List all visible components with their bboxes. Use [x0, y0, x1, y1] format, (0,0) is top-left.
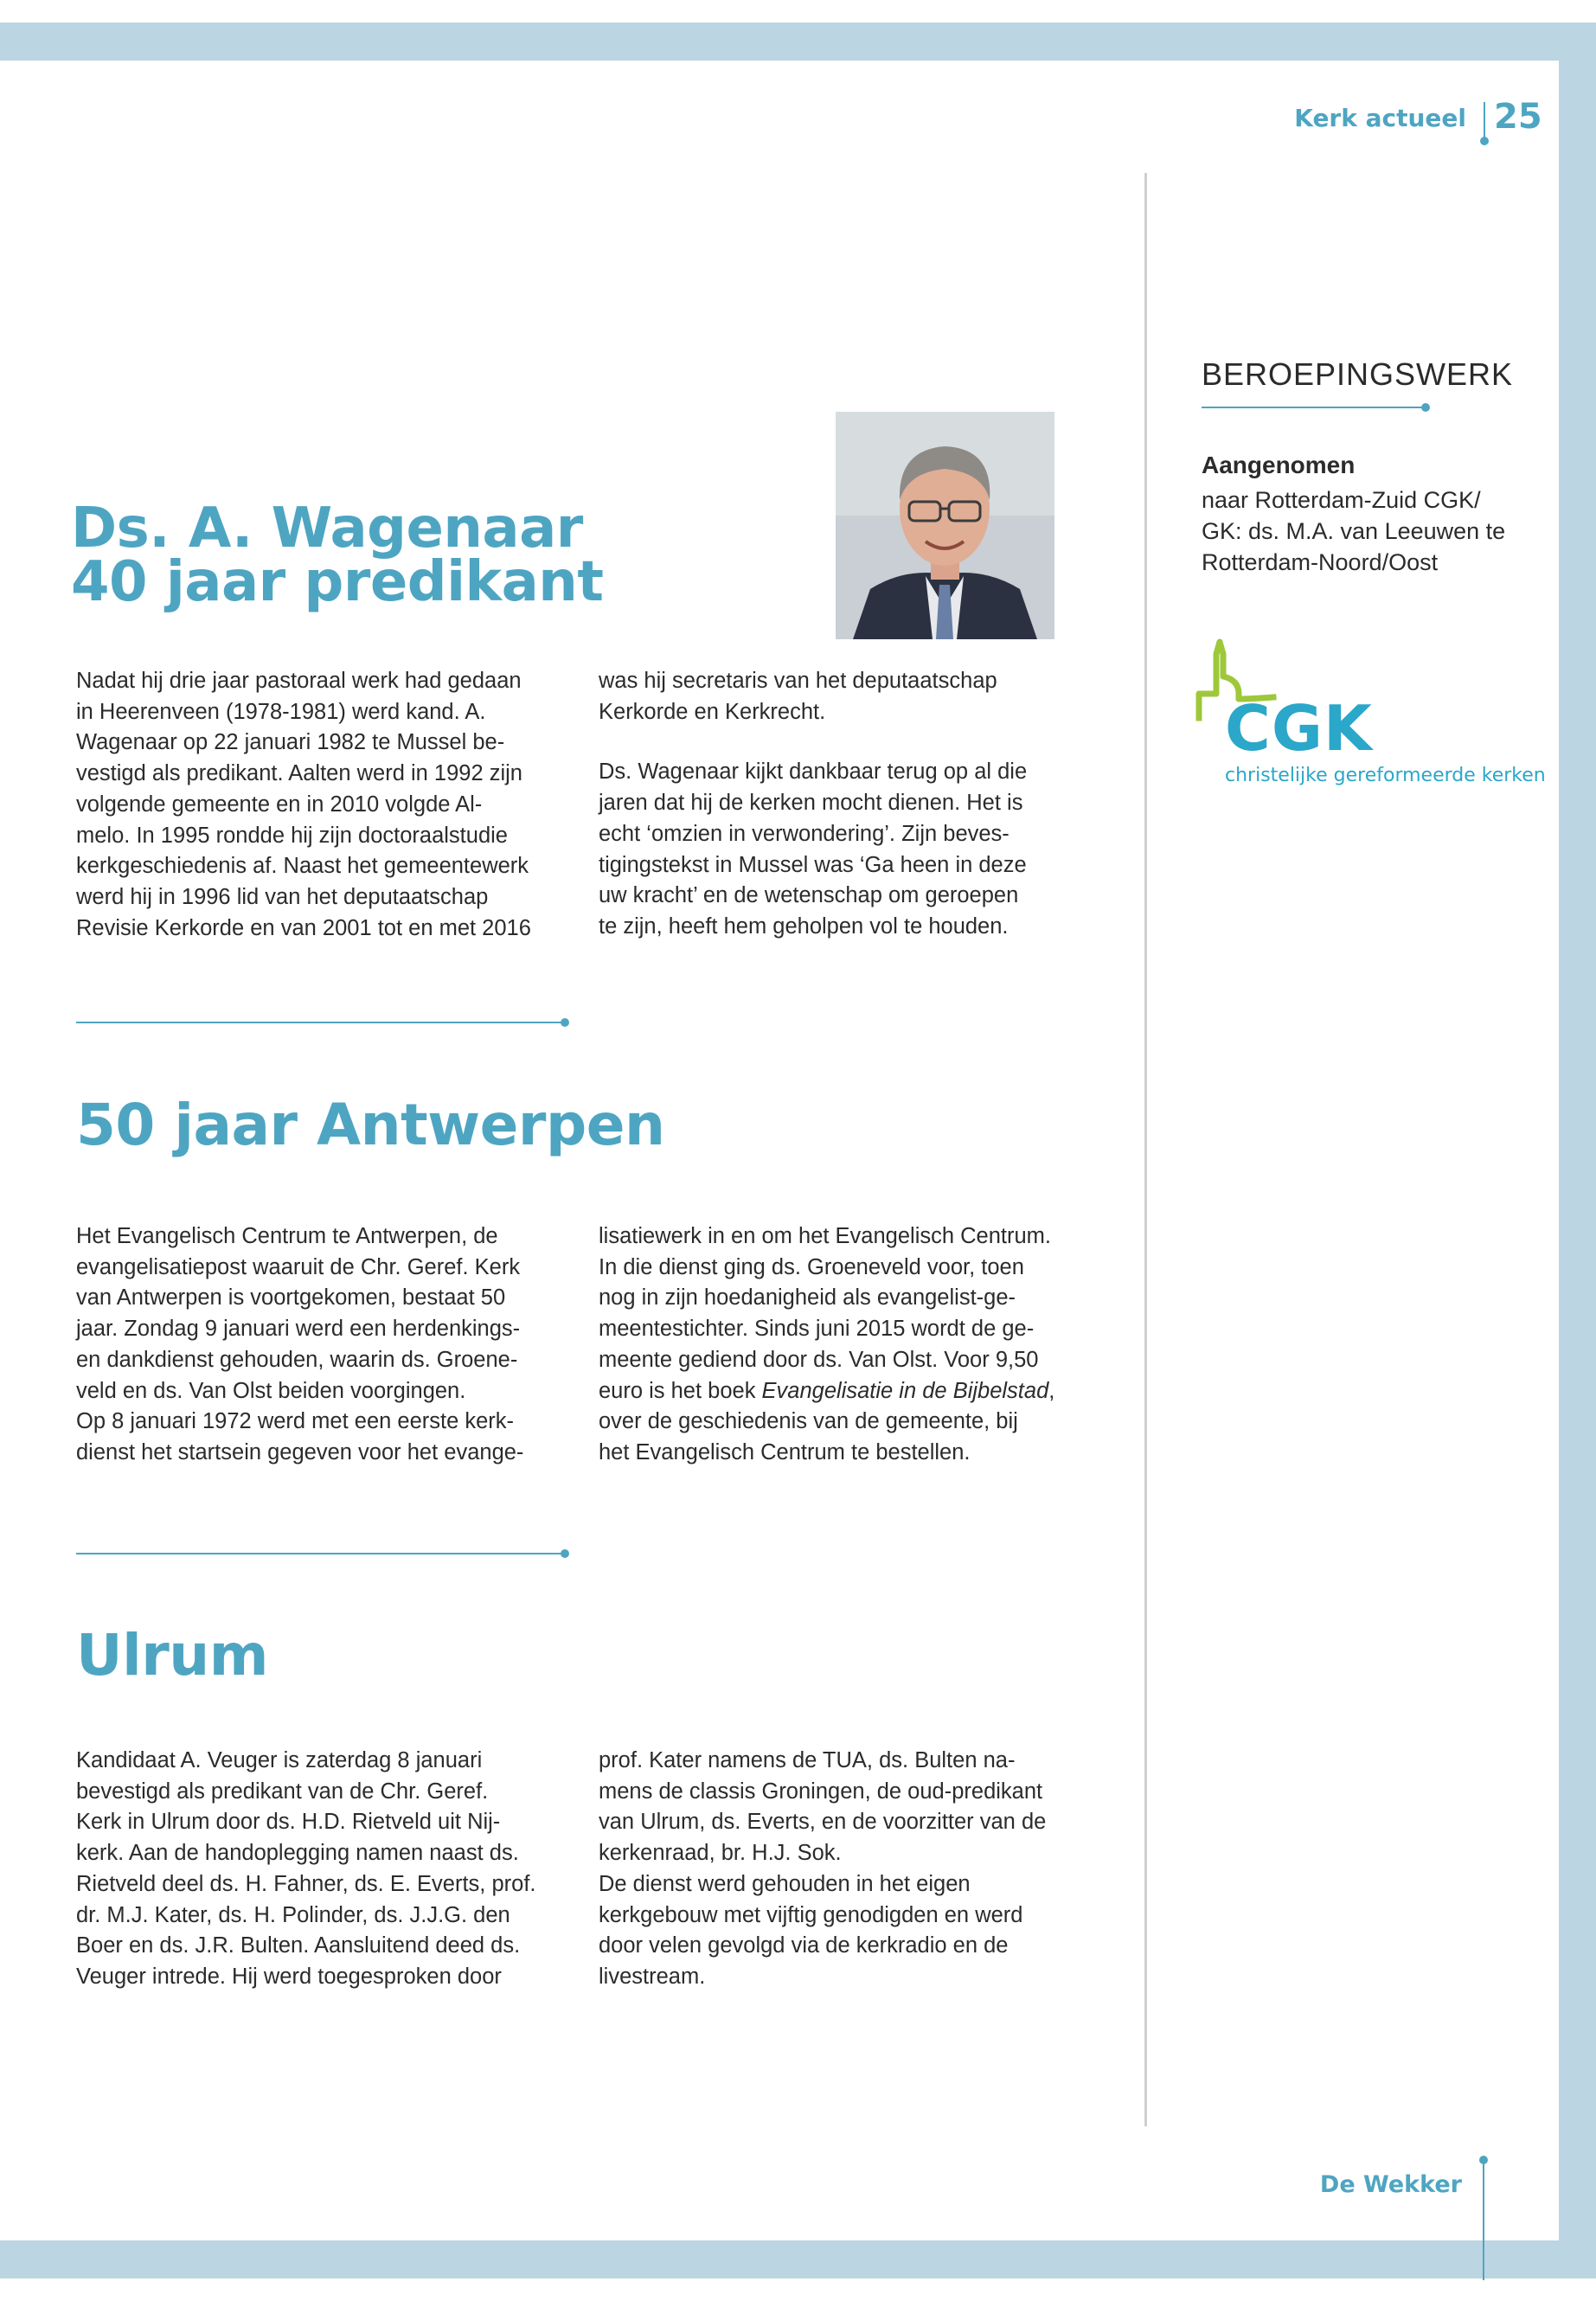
- text-line: kerk. Aan de handoplegging namen naast ds.: [76, 1841, 519, 1866]
- cgk-logo: [1194, 638, 1546, 794]
- text-line: [599, 1376, 1054, 1407]
- text-line: Wagenaar op 22 januari 1982 te Mussel be-: [76, 730, 505, 755]
- paragraph-gap: [599, 727, 1027, 757]
- text-line: vestigd als predikant. Aalten werd in 1992 zijn: [76, 761, 522, 786]
- text-line: kerkenraad, br. H.J. Sok.: [599, 1841, 842, 1866]
- text-line: van Ulrum, ds. Everts, en de voorzitter van de: [599, 1810, 1047, 1835]
- article-wagenaar-col2: [599, 666, 1027, 943]
- article-title-antwerpen: 50 jaar Antwerpen: [76, 1092, 665, 1158]
- text-line: bevestigd als predikant van de Chr. Geref.: [76, 1779, 489, 1804]
- portrait-photo: [836, 412, 1054, 639]
- text-line: kerkgeschiedenis af. Naast het gemeentewerk: [76, 854, 529, 879]
- text-run: ,: [1048, 1378, 1055, 1403]
- article-ulrum-col2: [599, 1746, 1046, 1993]
- page-margin-top: [0, 0, 1596, 22]
- sidebar-heading: BEROEPINGSWERK: [1202, 356, 1514, 392]
- book-title: Evangelisatie in de Bijbelstad: [761, 1378, 1049, 1403]
- text-line: Kerk in Ulrum door ds. H.D. Rietveld uit Nij-: [76, 1810, 501, 1835]
- text-line: meentestichter. Sinds juni 2015 wordt de ge-: [599, 1317, 1035, 1342]
- text-line: mens de classis Groningen, de oud-predikant: [599, 1779, 1043, 1804]
- text-line: livestream.: [599, 1964, 706, 1989]
- title-line: Ds. A. Wagenaar: [71, 497, 583, 561]
- text-line: meente gediend door ds. Van Olst. Voor 9,50: [599, 1347, 1039, 1372]
- title-line: 40 jaar predikant: [71, 550, 604, 614]
- logo-wordmark: CGK: [1225, 692, 1373, 765]
- text-line: prof. Kater namens de TUA, ds. Bulten na-: [599, 1748, 1016, 1772]
- article-wagenaar-col1: [76, 666, 531, 944]
- section-divider: [76, 1022, 566, 1023]
- text-line: werd hij in 1996 lid van het deputaatschap: [76, 884, 489, 909]
- page-number-rule-dot: [1480, 137, 1489, 145]
- text-line: was hij secretaris van het deputaatschap: [599, 669, 997, 693]
- text-line: volgende gemeente en in 2010 volgde Al-: [76, 792, 483, 817]
- logo-tagline: christelijke gereformeerde kerken: [1225, 765, 1546, 786]
- text-line: jaren dat hij de kerken mocht dienen. Het is: [599, 791, 1023, 816]
- text-line: van Antwerpen is voortgekomen, bestaat 50: [76, 1285, 506, 1311]
- text-line: Kerkorde en Kerkrecht.: [599, 699, 826, 724]
- text-line: melo. In 1995 rondde hij zijn doctoraalstudie: [76, 823, 508, 848]
- text-line: door velen gevolgd via de kerkradio en de: [599, 1933, 1009, 1958]
- frame-band-top: [0, 22, 1596, 61]
- text-line: Ds. Wagenaar kijkt dankbaar terug op al die: [599, 760, 1028, 785]
- text-line: Revisie Kerkorde en van 2001 tot en met 2016: [76, 915, 531, 940]
- text-line: Rietveld deel ds. H. Fahner, ds. E. Everts, prof.: [76, 1871, 536, 1896]
- text-line: Nadat hij drie jaar pastoraal werk had gedaan: [76, 669, 522, 693]
- sidebar-heading-underline: [1202, 407, 1426, 408]
- footer-label: De Wekker: [1319, 2171, 1462, 2198]
- column-divider: [1144, 173, 1147, 2126]
- portrait-illustration: [836, 412, 1054, 639]
- text-line: veld en ds. Van Olst beiden voorgingen.: [76, 1378, 466, 1403]
- text-line: jaar. Zondag 9 januari werd een herdenkings-: [76, 1317, 521, 1342]
- frame-band-bottom: [0, 2240, 1596, 2279]
- text-line: Rotterdam-Noord/Oost: [1202, 549, 1439, 575]
- section-divider: [76, 1553, 566, 1554]
- sidebar-text: [1202, 484, 1505, 578]
- text-line: het Evangelisch Centrum te bestellen.: [599, 1439, 971, 1465]
- article-antwerpen-col2: [599, 1221, 1054, 1469]
- text-line: kerkgebouw met vijftig genodigden en werd: [599, 1902, 1023, 1927]
- text-run: euro is het boek: [599, 1378, 762, 1403]
- text-line: Het Evangelisch Centrum te Antwerpen, de: [76, 1224, 498, 1248]
- text-line: Veuger intrede. Hij werd toegesproken door: [76, 1964, 502, 1989]
- text-line: naar Rotterdam-Zuid CGK/: [1202, 487, 1481, 513]
- text-line: lisatiewerk in en om het Evangelisch Centrum.: [599, 1224, 1051, 1248]
- text-line: uw kracht’ en de wetenschap om geroepen: [599, 883, 1019, 908]
- sidebar-subheading: Aangenomen: [1202, 452, 1356, 478]
- article-title-ulrum: Ulrum: [76, 1622, 269, 1689]
- text-line: Kandidaat A. Veuger is zaterdag 8 januari: [76, 1748, 483, 1772]
- frame-band-right: [1559, 22, 1596, 2301]
- article-ulrum-col1: [76, 1746, 536, 1993]
- text-line: In die dienst ging ds. Groeneveld voor, toen: [599, 1254, 1024, 1279]
- text-line: in Heerenveen (1978-1981) werd kand. A.: [76, 699, 486, 724]
- page-margin-bottom: [0, 2279, 1596, 2301]
- text-line: GK: ds. M.A. van Leeuwen te: [1202, 518, 1506, 544]
- text-line: nog in zijn hoedanigheid als evangelist-ge-: [599, 1285, 1016, 1311]
- text-line: dr. M.J. Kater, ds. H. Polinder, ds. J.J.G. den: [76, 1902, 510, 1927]
- text-line: tigingstekst in Mussel was ‘Ga heen in deze: [599, 852, 1027, 877]
- text-line: en dankdienst gehouden, waarin ds. Groene-: [76, 1347, 518, 1372]
- section-label: Kerk actueel: [1294, 104, 1466, 132]
- text-line: Op 8 januari 1972 werd met een eerste kerk-: [76, 1409, 515, 1434]
- footer-rule: [1483, 2159, 1484, 2280]
- text-line: over de geschiedenis van de gemeente, bij: [599, 1409, 1018, 1434]
- text-line: evangelisatiepost waaruit de Chr. Geref. Kerk: [76, 1254, 521, 1279]
- article-antwerpen-col1: [76, 1221, 523, 1469]
- text-line: De dienst werd gehouden in het eigen: [599, 1871, 971, 1896]
- page-number-rule: [1484, 102, 1485, 140]
- article-title-wagenaar: [71, 497, 604, 614]
- text-line: echt ‘omzien in verwondering’. Zijn beves-: [599, 821, 1010, 846]
- footer-rule-dot: [1479, 2156, 1488, 2164]
- text-line: Boer en ds. J.R. Bulten. Aansluitend deed ds.: [76, 1933, 521, 1958]
- text-line: dienst het startsein gegeven voor het evange-: [76, 1439, 524, 1465]
- text-line: te zijn, heeft hem geholpen vol te houden.: [599, 913, 1009, 939]
- page-number: 25: [1494, 97, 1542, 137]
